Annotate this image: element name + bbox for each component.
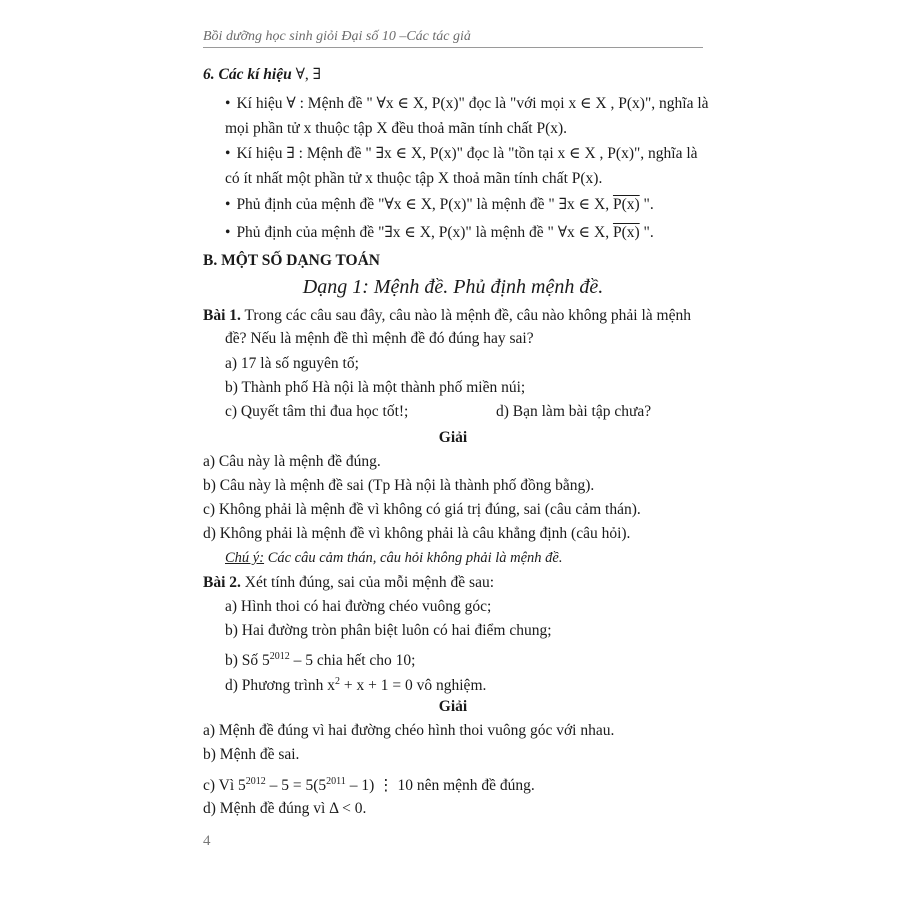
item-c-suffix: – 5 chia hết cho 10; [289, 652, 416, 670]
exponent: 2011 [326, 776, 346, 787]
negation-exists-line [225, 224, 654, 242]
note-text: Các câu cảm thán, câu hỏi không phải là mệnh đề. [264, 550, 563, 566]
bai1-item-a: a) 17 là số nguyên tố; [225, 355, 359, 372]
negation-exists-suffix: ". [639, 224, 654, 241]
section6-title: Các kí hiệu [218, 66, 292, 83]
line-text: Kí hiệu ∃ : Mệnh đề " ∃x ∈ X, P(x)" đọc là "tồn tại x ∈ X , P(x)", nghĩa là [236, 145, 698, 162]
bai1-note [225, 549, 562, 567]
negated-predicate: P(x) [612, 224, 640, 241]
item-d-prefix: d) Phương trình x [225, 677, 336, 695]
bai1-item-c: c) Quyết tâm thi đua học tốt!; [225, 403, 409, 420]
bai2-solution-heading: Giải [438, 698, 468, 715]
section6-heading [203, 66, 321, 84]
bai2-question-text: Xét tính đúng, sai của mỗi mệnh đề sau: [240, 574, 495, 591]
bai2-item-d [225, 673, 486, 695]
bai1-solution-c: c) Không phải là mệnh đề vì không có giá trị đúng, sai (câu cảm thán). [203, 501, 641, 518]
line-text: mọi phần tử x thuộc tập X đều thoả mãn tính chất P(x). [225, 120, 568, 137]
negation-exists-prefix: Phủ định của mệnh đề "∃x ∈ X, P(x)" là mệnh đề " ∀x ∈ X, [236, 224, 613, 241]
bai1-question-line2: đề? Nếu là mệnh đề thì mệnh đề đó đúng hay sai? [225, 330, 534, 347]
bai2-item-b: b) Hai đường tròn phân biệt luôn có hai điểm chung; [225, 622, 552, 639]
bai1-question-line1 [203, 307, 691, 325]
dang1-title: Dạng 1: Mệnh đề. Phủ định mệnh đề. [302, 276, 604, 298]
bai2-solution-c [203, 773, 535, 795]
negated-predicate: P(x) [612, 196, 640, 213]
bai1-label: Bài 1. [203, 307, 241, 324]
page-number: 4 [203, 833, 211, 849]
line-text: có ít nhất một phần tử x thuộc tập X thoả mãn tính chất P(x). [225, 170, 603, 187]
bai1-solution-b: b) Câu này là mệnh đề sai (Tp Hà nội là thành phố đồng bằng). [203, 477, 595, 494]
bai1-item-d: d) Bạn làm bài tập chưa? [496, 403, 652, 420]
section6-symbols: ∀, ∃ [295, 66, 322, 83]
exponent: 2012 [269, 651, 290, 662]
exponent: 2012 [245, 776, 266, 787]
item-d-suffix: + x + 1 = 0 vô nghiệm. [340, 677, 487, 695]
note-label: Chú ý: [225, 550, 265, 566]
bullet-icon: • [225, 224, 231, 241]
bullet-icon: • [225, 196, 231, 213]
section6-line-2 [225, 120, 567, 138]
line-text: Kí hiệu ∀ : Mệnh đề " ∀x ∈ X, P(x)" đọc là "với mọi x ∈ X , P(x)", nghĩa là [236, 95, 709, 112]
bullet-icon: • [225, 145, 231, 162]
negation-forall-prefix: Phủ định của mệnh đề "∀x ∈ X, P(x)" là mệnh đề " ∃x ∈ X, [236, 196, 613, 213]
bai1-solution-d: d) Không phải là mệnh đề vì không phải là câu khẳng định (câu hỏi). [203, 525, 631, 542]
bai2-question [203, 574, 494, 592]
bai2-item-a: a) Hình thoi có hai đường chéo vuông góc; [225, 598, 492, 615]
sol-c-part2: – 5 = 5(5 [265, 777, 327, 795]
bai1-item-b: b) Thành phố Hà nội là một thành phố miền núi; [225, 379, 526, 396]
bai2-solution-d: d) Mệnh đề đúng vì Δ < 0. [203, 800, 367, 817]
negation-forall-line [225, 196, 654, 214]
section6-number: 6. [203, 66, 215, 83]
section6-line-4 [225, 170, 602, 188]
section6-line-1 [225, 95, 709, 113]
section6-line-3 [225, 145, 698, 163]
running-header: Bồi dưỡng học sinh giỏi Đại số 10 –Các tác giả [203, 29, 471, 44]
bai1-solution-heading: Giải [438, 429, 468, 446]
exponent: 2 [335, 676, 341, 687]
header-rule [203, 47, 703, 48]
bai1-question-text: Trong các câu sau đây, câu nào là mệnh đề, câu nào không phải là mệnh [240, 307, 691, 324]
bai1-solution-a: a) Câu này là mệnh đề đúng. [203, 453, 381, 470]
item-c-prefix: b) Số 5 [225, 652, 270, 670]
bai2-solution-b: b) Mệnh đề sai. [203, 746, 300, 763]
bai2-item-c [225, 648, 416, 670]
negation-forall-suffix: ". [639, 196, 654, 213]
bai2-solution-a: a) Mệnh đề đúng vì hai đường chéo hình thoi vuông góc với nhau. [203, 722, 615, 739]
bai2-label: Bài 2. [203, 574, 241, 591]
bullet-icon: • [225, 95, 231, 112]
sectionB-heading: B. MỘT SỐ DẠNG TOÁN [203, 252, 380, 269]
sol-c-part1: c) Vì 5 [203, 777, 246, 795]
sol-c-part3: – 1) ⋮ 10 nên mệnh đề đúng. [345, 777, 535, 795]
